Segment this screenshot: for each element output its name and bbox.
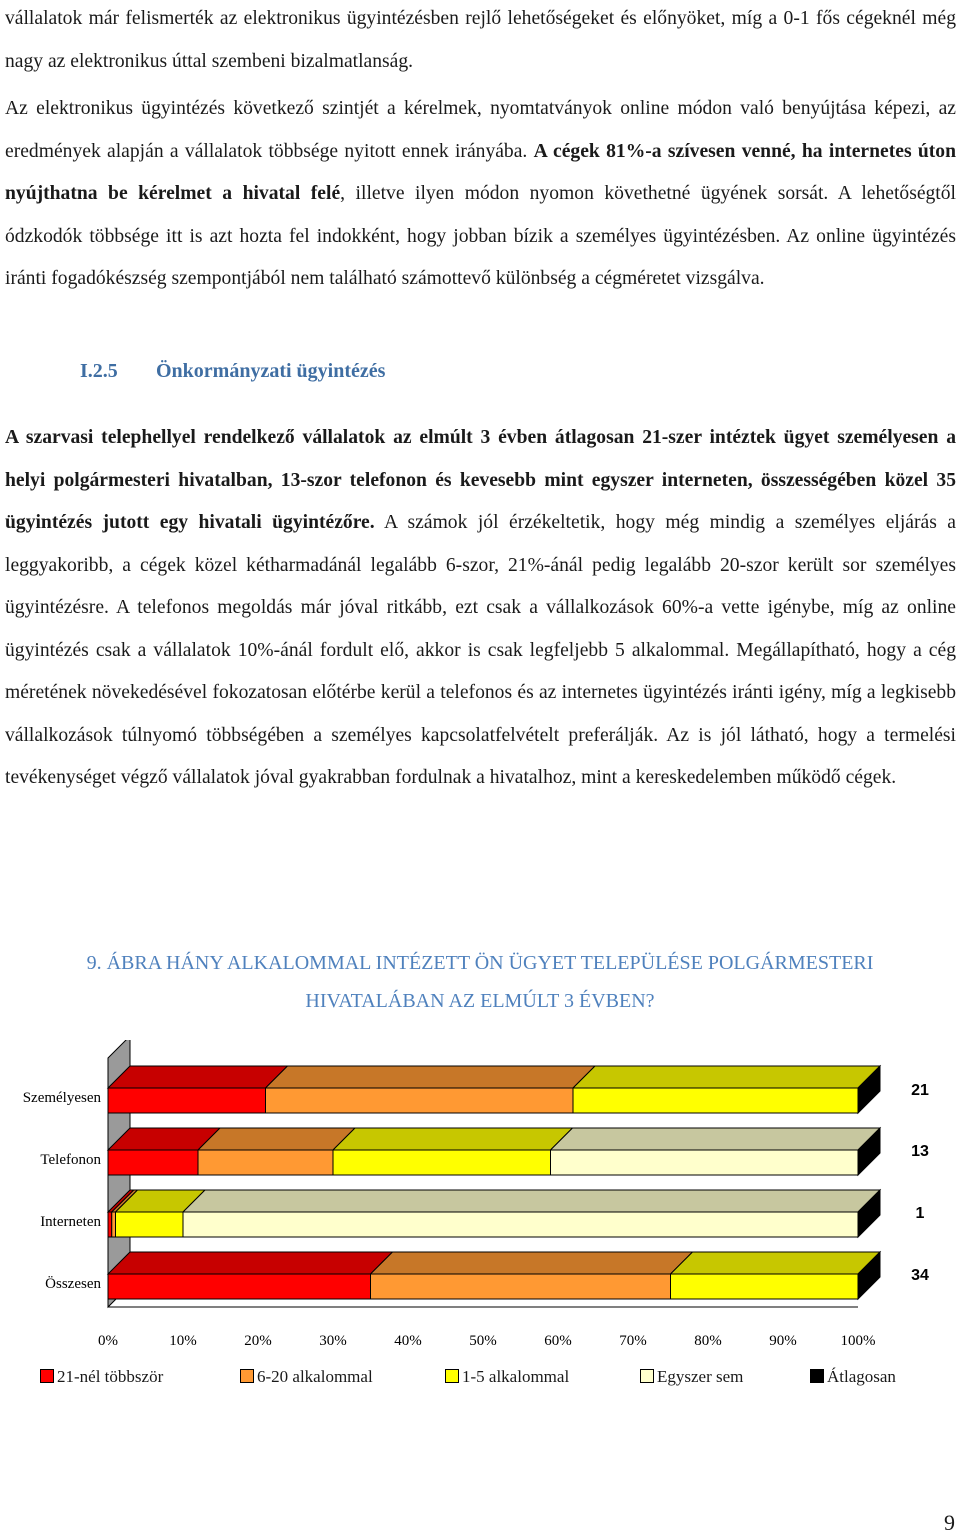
stacked-bar-chart: [0, 1040, 960, 1360]
legend-label-4: Egyszer sem: [657, 1367, 744, 1386]
category-label-2: Telefonon: [40, 1152, 101, 1168]
paragraph-online-bold: A cégek 81%-a szívesen venné, ha internetes úton nyújthatna be kérelmet a hivatal felé: [5, 140, 956, 204]
x-tick-label-7: 60%: [544, 1333, 572, 1349]
legend-label-2: 6-20 alkalommal: [257, 1367, 373, 1386]
bar-top-2-2: [198, 1128, 355, 1150]
legend-item-3: [445, 1367, 569, 1387]
bar-segment-2-2: [198, 1150, 333, 1175]
legend-item-5: [810, 1367, 896, 1387]
page-number: 9: [944, 1510, 955, 1535]
legend-swatch-3: [445, 1369, 459, 1383]
paragraph-online-part2: , illetve ilyen módon nyomon követhetné ügyének sorsát. A lehetőségtől ódzkodók többsége itt is azt hozta fel indokként, hogy jobban bízik a személyes ügyintézésben. Az online ügyintézés iránti fogadókészség szempontjából nem található számottevő különbség a cégméretet vizsgálva.: [5, 183, 956, 289]
legend-item-1: [40, 1367, 163, 1387]
legend-label-1: 21-nél többször: [57, 1367, 164, 1386]
bar-segment-3-3: [116, 1212, 184, 1237]
average-label-3: 1: [915, 1205, 925, 1222]
section-number: I.2.5: [80, 360, 118, 382]
legend-swatch-1: [40, 1369, 54, 1383]
average-label-1: 21: [911, 1082, 929, 1099]
paragraph-online-submission: [5, 88, 956, 301]
average-label-4: 34: [911, 1267, 929, 1284]
legend-item-2: [240, 1367, 373, 1387]
paragraph-intro: vállalatok már felismerték az elektronikus ügyintézésben rejlő lehetőségeket és előnyöket, míg a 0-1 fős cégeknél még nagy az elektronikus úttal szembeni bizalmatlanság.: [5, 8, 956, 72]
figure-caption: [0, 944, 960, 1020]
paragraph-municipal-bold: A szarvasi telephellyel rendelkező vállalatok az elmúlt 3 évben átlagosan 21-szer intéztek ügyet személyesen a helyi polgármesteri hivatalban, 13-szor telefonon és kevesebb mint egyszer interneten, összességében közel 35 ügyintézés jutott egy hivatali ügyintézőre.: [5, 427, 956, 533]
category-label-3: Interneten: [40, 1214, 101, 1230]
figure-caption-line2: HIVATALÁBAN AZ ELMÚLT 3 ÉVBEN?: [305, 990, 655, 1012]
bar-top-1-4: [108, 1252, 393, 1274]
paragraph-municipal: [5, 417, 956, 800]
x-tick-label-4: 30%: [319, 1333, 347, 1349]
bar-segment-2-3: [112, 1212, 116, 1237]
chart-legend: [0, 1367, 960, 1389]
paragraph-online-part1: Az elektronikus ügyintézés következő szintjét a kérelmek, nyomtatványok online módon való benyújtása képezi, az eredmények alapján a vállalatok többsége nyitott ennek irányába.: [5, 98, 956, 162]
legend-label-3: 1-5 alkalommal: [462, 1367, 570, 1386]
x-tick-label-6: 50%: [469, 1333, 497, 1349]
legend-item-4: [640, 1367, 743, 1387]
legend-label-5: Átlagosan: [827, 1367, 896, 1386]
bar-top-2-4: [371, 1252, 693, 1274]
figure-caption-line1: 9. ÁBRA HÁNY ALKALOMMAL INTÉZETT ÖN ÜGYET TELEPÜLÉSE POLGÁRMESTERI: [86, 952, 874, 974]
paragraph-municipal-part: A számok jól érzékeltetik, hogy még mindig a személyes eljárás a leggyakoribb, a cégek közel kétharmadánál legalább 6-szor, 21%-ánál pedig legalább 20-szor került sor személyes ügyintézésre. A telefonos megoldás már jóval ritkább, ezt csak a vállalkozások 60%-a vette igénybe, míg az online ügyintézés csak a vállalatok 10%-ánál fordult elő, akkor is csak legfeljebb 5 alkalommal. Megállapítható, hogy a cég méretének növekedésével fokozatosan előtérbe kerül a telefonos és az internetes ügyintézés iránti igény, míg a legkisebb vállalkozások túlnyomó többségében a személyes kapcsolatfelvételt preferálják. Az is jól látható, hogy a termelési tevékenységet végző vállalatok jóval gyakrabban fordulnak a hivatalhoz, mint a kereskedelemben működő cégek.: [5, 512, 956, 788]
x-tick-label-5: 40%: [394, 1333, 422, 1349]
bar-top-1-1: [108, 1066, 288, 1088]
bar-segment-1-2: [108, 1150, 198, 1175]
x-tick-label-11: 100%: [840, 1333, 876, 1349]
legend-swatch-5: [810, 1369, 824, 1383]
bar-segment-2-1: [266, 1088, 574, 1113]
section-heading: [80, 360, 385, 383]
bar-segment-3-4: [671, 1274, 859, 1299]
x-tick-label-8: 70%: [619, 1333, 647, 1349]
bar-segment-3-2: [333, 1150, 551, 1175]
bar-top-4-3: [183, 1190, 880, 1212]
category-label-4: Összesen: [45, 1276, 101, 1292]
x-tick-label-9: 80%: [694, 1333, 722, 1349]
bar-top-3-2: [333, 1128, 573, 1150]
bar-top-4-2: [551, 1128, 881, 1150]
bar-segment-1-4: [108, 1274, 371, 1299]
bar-segment-1-3: [108, 1212, 112, 1237]
bar-segment-2-4: [371, 1274, 671, 1299]
x-tick-label-10: 90%: [769, 1333, 797, 1349]
bar-segment-4-3: [183, 1212, 858, 1237]
legend-swatch-2: [240, 1369, 254, 1383]
bar-top-3-1: [573, 1066, 880, 1088]
bar-segment-3-1: [573, 1088, 858, 1113]
bar-segment-1-1: [108, 1088, 266, 1113]
x-tick-label-1: 0%: [98, 1333, 118, 1349]
section-title: Önkormányzati ügyintézés: [156, 360, 386, 382]
legend-swatch-4: [640, 1369, 654, 1383]
bar-segment-4-2: [551, 1150, 859, 1175]
x-tick-label-3: 20%: [244, 1333, 272, 1349]
x-tick-label-2: 10%: [169, 1333, 197, 1349]
bar-top-3-4: [671, 1252, 881, 1274]
bar-top-2-1: [266, 1066, 596, 1088]
average-label-2: 13: [911, 1143, 929, 1160]
category-label-1: Személyesen: [22, 1090, 101, 1106]
